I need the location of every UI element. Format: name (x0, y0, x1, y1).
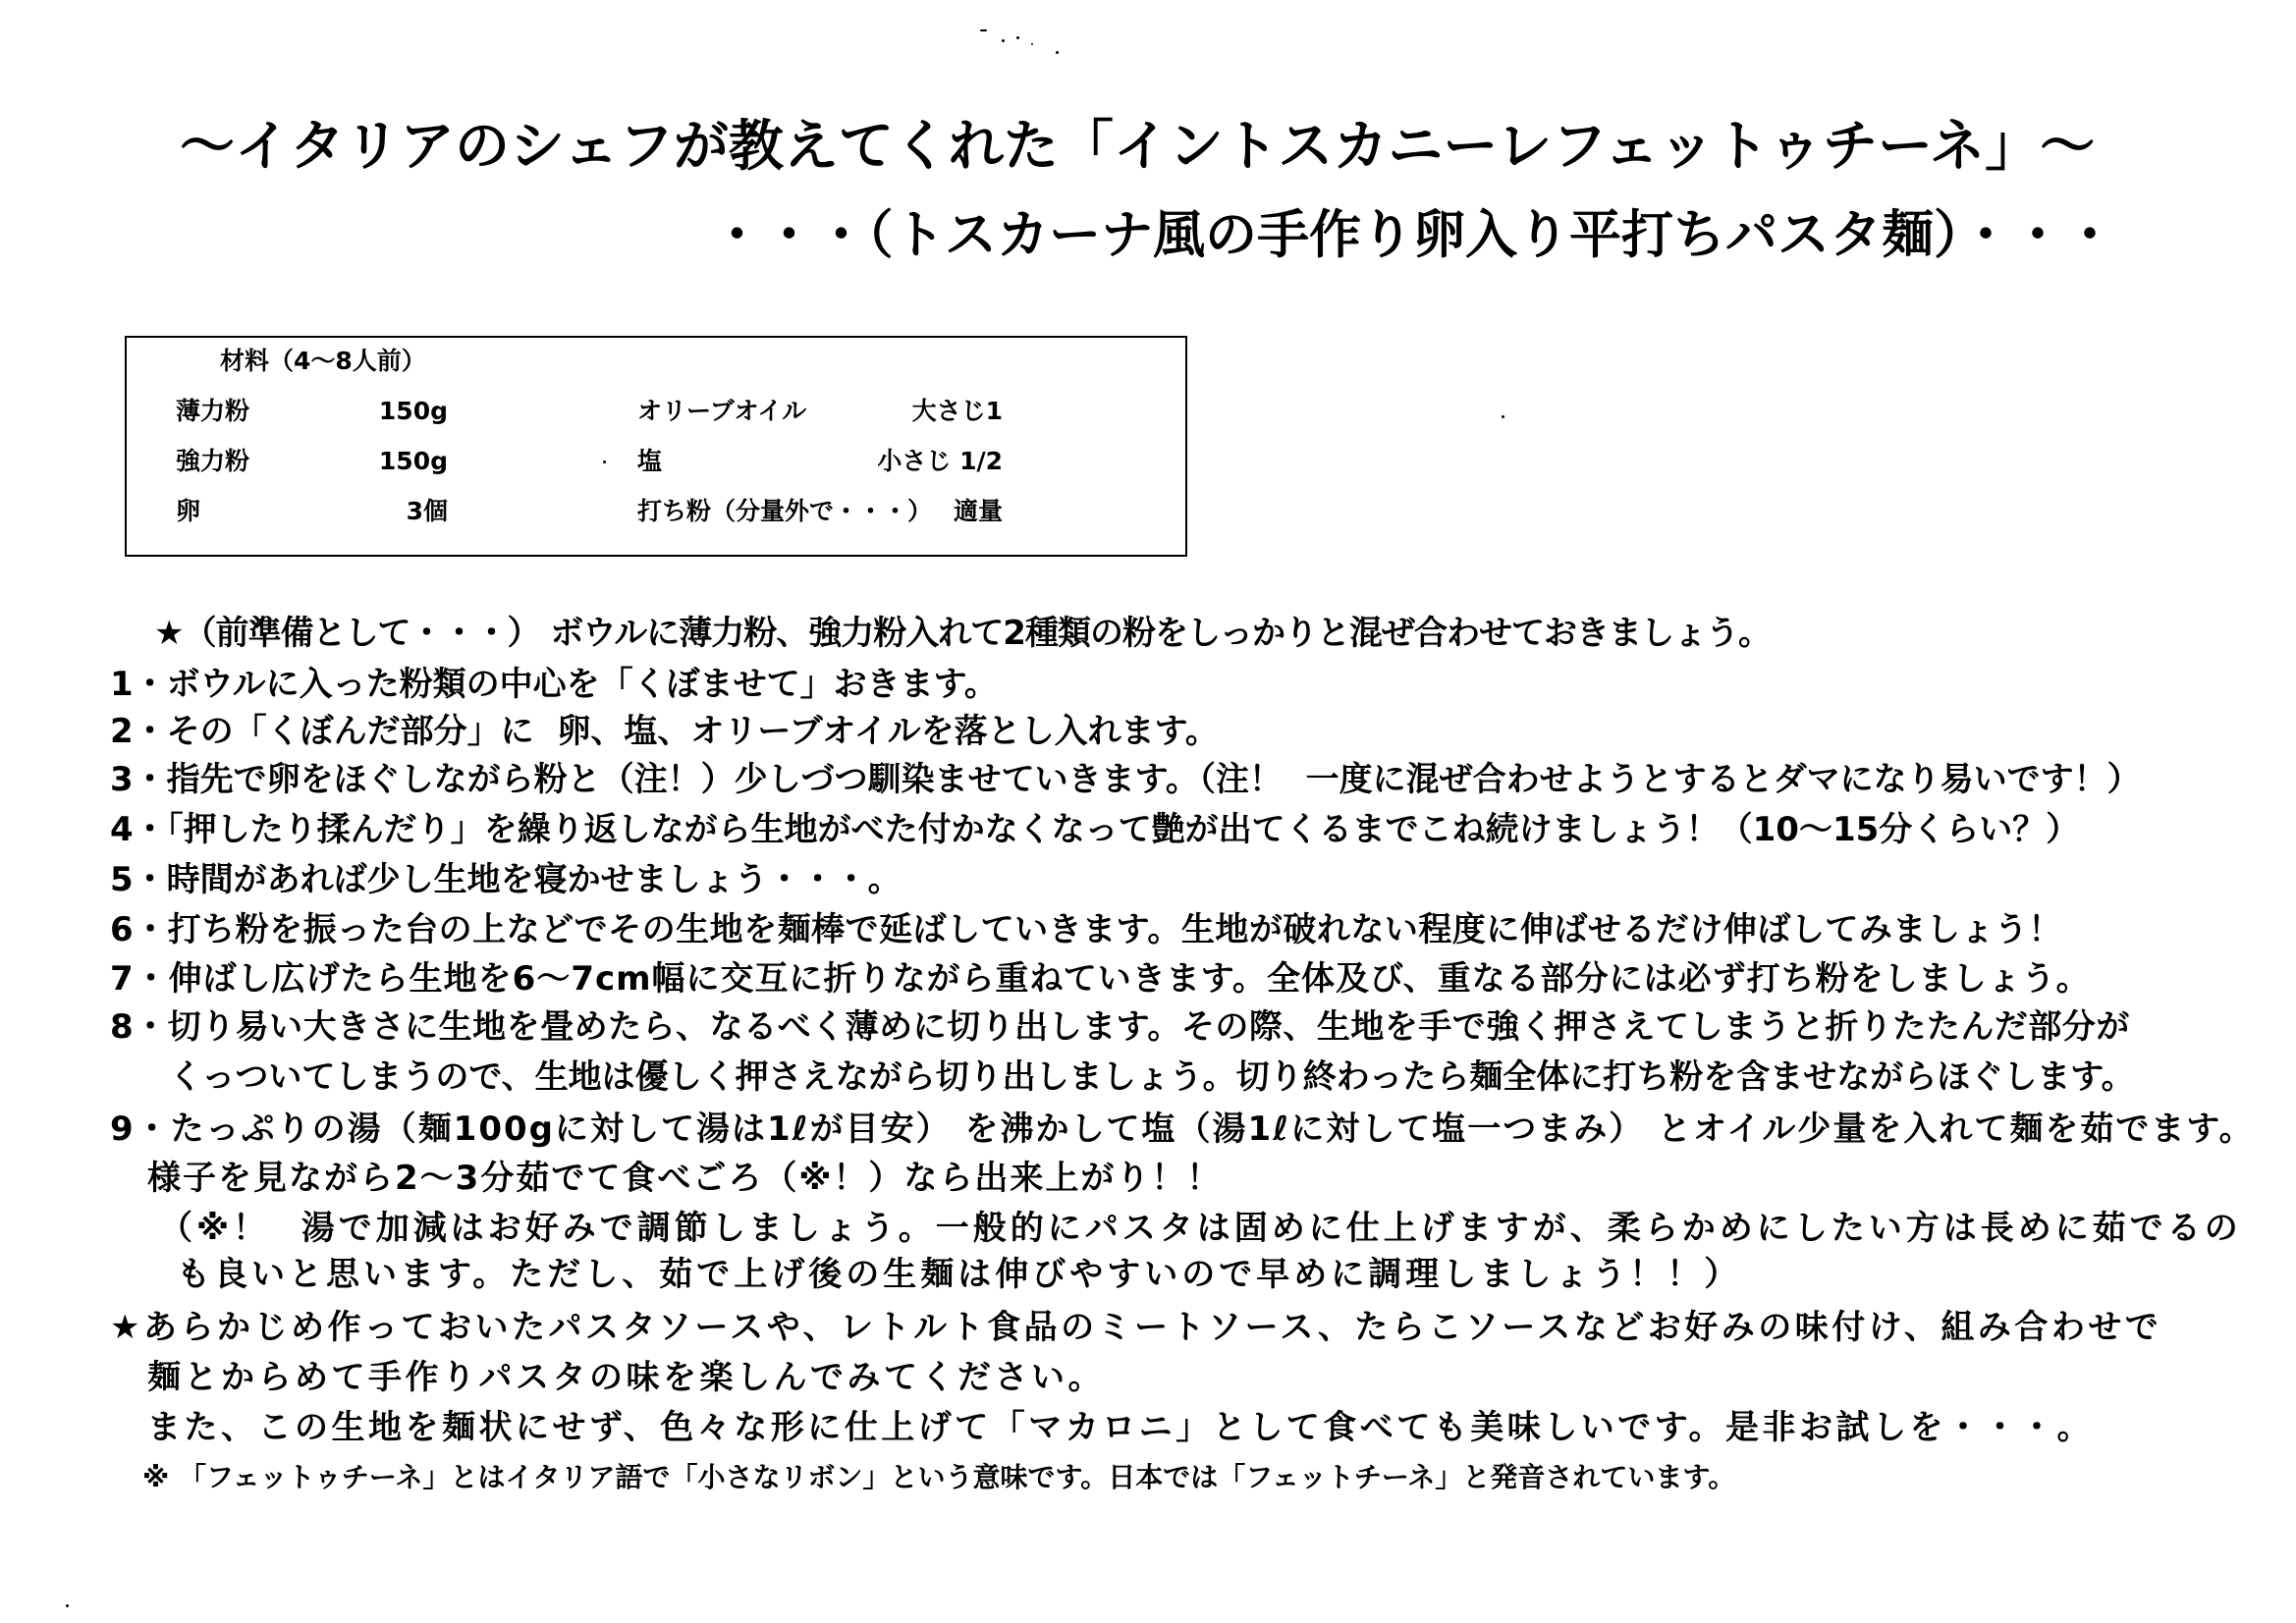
step-6: 6・打ち粉を振った台の上などでその生地を麺棒で延ばしていきます。生地が破れない程度に伸ばせるだけ伸ばしてみましょう！ (110, 910, 2062, 949)
scan-speck (1002, 39, 1005, 42)
ingredient-name: 塩 (637, 447, 663, 475)
ingredient-amount: 小さじ 1/2 (877, 447, 1003, 475)
step-4: 4・「押したり揉んだり」を繰り返しながら生地がべた付かなくなって艶が出てくるまでこね続けましょう！（10～15分くらい？） (110, 810, 2080, 849)
serving-tip-line-1: ★あらかじめ作っておいたパスタソースや、レトルト食品のミートソース、たらこソースなどお好みの味付け、組み合わせで (110, 1308, 2162, 1347)
ingredient-name: 強力粉 (176, 447, 250, 475)
scan-speck (1502, 415, 1504, 418)
footnote: ※ 「フェットゥチーネ」とはイタリア語で「小さなリボン」という意味です。日本では「フェットチーネ」と発音されています。 (142, 1461, 1736, 1493)
scan-speck (1016, 36, 1019, 39)
ingredient-name: 卵 (176, 497, 201, 525)
scan-speck (1031, 43, 1033, 45)
ingredients-box (125, 336, 1187, 557)
scan-speck (1056, 51, 1059, 54)
step-9-note-line-2: も良いと思います。ただし、茹で上げ後の生麺は伸びやすいので早めに調理しましょう！！） (177, 1255, 1742, 1294)
ingredients-heading: 材料（4～8人前） (220, 347, 426, 375)
serving-tip-line-2: 麺とからめて手作りパスタの味を楽しんでみてください。 (147, 1358, 1105, 1397)
macaroni-tip: また、この生地を麺状にせず、色々な形に仕上げて「マカロニ」として食べても美味しいです。是非お試しを・・・。 (147, 1408, 2095, 1447)
ingredient-name: オリーブオイル (637, 397, 807, 425)
ingredient-amount: 適量 (954, 497, 1004, 525)
step-2: 2・その「くぼんだ部分」に 卵、塩、オリーブオイルを落とし入れます。 (110, 712, 1219, 751)
ingredient-amount: 150g (378, 447, 448, 475)
step-9-note-line-1: （※！ 湯で加減はお好みで調節しましょう。一般的にパスタは固めに仕上げますが、柔らかめにしたい方は長めに茹でるの (159, 1209, 2242, 1248)
ingredient-amount: 3個 (406, 497, 448, 525)
step-8-continuation: くっついてしまうので、生地は優しく押さえながら切り出しましょう。切り終わったら麺全体に打ち粉を含ませながらほぐします。 (169, 1057, 2135, 1097)
page-subtitle: ・・・（トスカーナ風の手作り卵入り平打ちパスタ麺）・・・ (711, 205, 2116, 265)
step-9-continuation: 様子を見ながら2～3分茹でて食べごろ（※！）なら出来上がり！！ (147, 1159, 1223, 1198)
step-1: 1・ボウルに入った粉類の中心を「くぼませて」おきます。 (110, 665, 998, 704)
ingredient-name: 薄力粉 (176, 397, 250, 425)
scan-speck (980, 29, 987, 31)
step-5: 5・時間があれば少し生地を寝かせましょう・・・。 (110, 860, 902, 899)
step-8: 8・切り易い大きさに生地を畳めたら、なるべく薄めに切り出します。その際、生地を手で強く押さえてしまうと折りたたんだ部分が (110, 1007, 2130, 1047)
scan-speck (66, 1604, 69, 1607)
step-9: 9・たっぷりの湯（麺100gに対して湯は1ℓが目安） を沸かして塩（湯1ℓに対して塩一つまみ） とオイル少量を入れて麺を茹でます。 (110, 1109, 2255, 1149)
ingredient-amount: 大さじ1 (911, 397, 1003, 425)
page-title: ～イタリアのシェフが教えてくれた「イントスカニーレフェットゥチーネ」～ (180, 115, 2096, 179)
ingredient-amount: 150g (378, 397, 448, 425)
ingredient-name: 打ち粉（分量外で・・・） (637, 497, 933, 525)
step-7: 7・伸ばし広げたら生地を6～7cm幅に交互に折りながら重ねていきます。全体及び、重なる部分には必ず打ち粉をしましょう。 (110, 959, 2091, 999)
step-3: 3・指先で卵をほぐしながら粉と（注！）少しづつ馴染ませていきます。（注！ 一度に混ぜ合わせようとするとダマになり易いです！） (110, 760, 2141, 799)
preparation-note: ★（前準備として・・・） ボウルに薄力粉、強力粉入れて2種類の粉をしっかりと混ぜ合わせておきましょう。 (154, 614, 1771, 653)
